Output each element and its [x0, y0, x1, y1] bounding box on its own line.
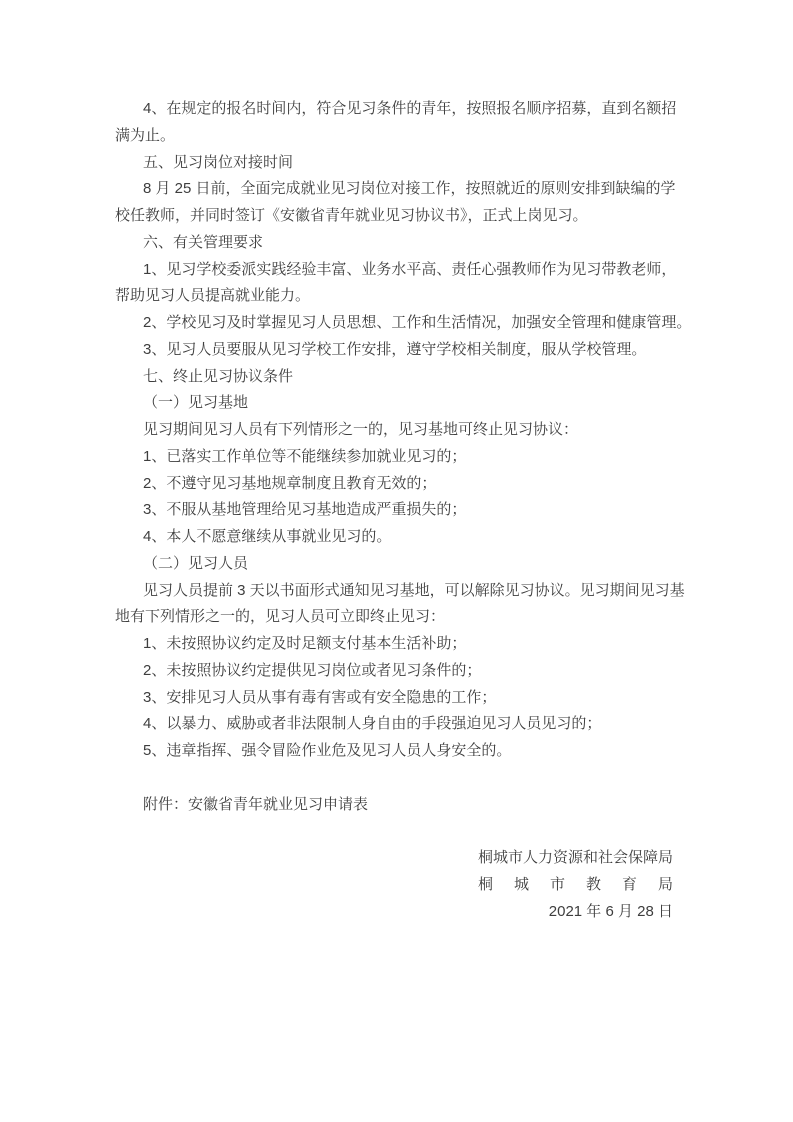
- document-line: 4、以暴力、威胁或者非法限制人身自由的手段强迫见习人员见习的；: [143, 715, 602, 733]
- signature-org-hr-bureau: 桐城市人力资源和社会保障局: [477, 849, 673, 866]
- document-line: 1、见习学校委派实践经验丰富、业务水平高、责任心强教师作为见习带教老师，: [143, 260, 677, 278]
- document-line: 校任教师，并同时签订《安徽省青年就业见习协议书》，正式上岗见习。: [115, 207, 588, 224]
- document-line: 8 月 25 日前，全面完成就业见习岗位对接工作，按照就近的原则安排到缺编的学: [143, 180, 676, 198]
- document-line: 4、本人不愿意继续从事就业见习的。: [143, 528, 392, 545]
- document-line: 七、终止见习协议条件: [143, 367, 294, 385]
- document-line: 2、不遵守见习基地规章制度且教育无效的；: [143, 474, 437, 492]
- document-line: 帮助见习人员提高就业能力。: [115, 287, 311, 305]
- document-line: 满为止。: [115, 126, 176, 144]
- document-line: （一）见习基地: [143, 394, 249, 412]
- document-lines: [115, 96, 692, 765]
- document-line: 1、未按照协议约定及时足额支付基本生活补助；: [143, 635, 467, 652]
- document-line: 1、已落实工作单位等不能继续参加就业见习的；: [143, 447, 467, 465]
- document-line: 五、见习岗位对接时间: [143, 153, 294, 171]
- document-line: （二）见习人员: [143, 554, 249, 572]
- document-line: 2、未按照协议约定提供见习岗位或者见习条件的；: [143, 661, 482, 679]
- document-line: 2、学校见习及时掌握见习人员思想、工作和生活情况，加强安全管理和健康管理。: [143, 314, 692, 331]
- document-line: 5、违章指挥、强令冒险作业危及见习人员人身安全的。: [143, 742, 512, 759]
- blank-line: [115, 818, 677, 845]
- document-line: 见习期间见习人员有下列情形之一的，见习基地可终止见习协议：: [143, 421, 579, 438]
- document-line: 3、安排见习人员从事有毒有害或有安全隐患的工作；: [143, 688, 497, 706]
- signature-date: 2021 年 6 月 28 日: [548, 902, 673, 920]
- signature-block: [115, 845, 673, 925]
- document-line: 4、在规定的报名时间内，符合见习条件的青年，按照报名顺序招募，直到名额招: [143, 100, 677, 117]
- signature-org-education-bureau: 桐城市教育局: [478, 875, 673, 893]
- attachment-line: 附件：安徽省青年就业见习申请表: [143, 795, 369, 813]
- document-body: [115, 96, 692, 925]
- blank-line: [115, 765, 677, 792]
- document-line: 3、见习人员要服从见习学校工作安排，遵守学校相关制度，服从学校管理。: [143, 340, 647, 358]
- document-line: 地有下列情形之一的，见习人员可立即终止见习：: [115, 608, 446, 626]
- document-line: 3、不服从基地管理给见习基地造成严重损失的；: [143, 501, 467, 519]
- document-line: 六、有关管理要求: [143, 233, 264, 251]
- document-line: 见习人员提前 3 天以书面形式通知见习基地，可以解除见习协议。见习期间见习基: [143, 581, 685, 599]
